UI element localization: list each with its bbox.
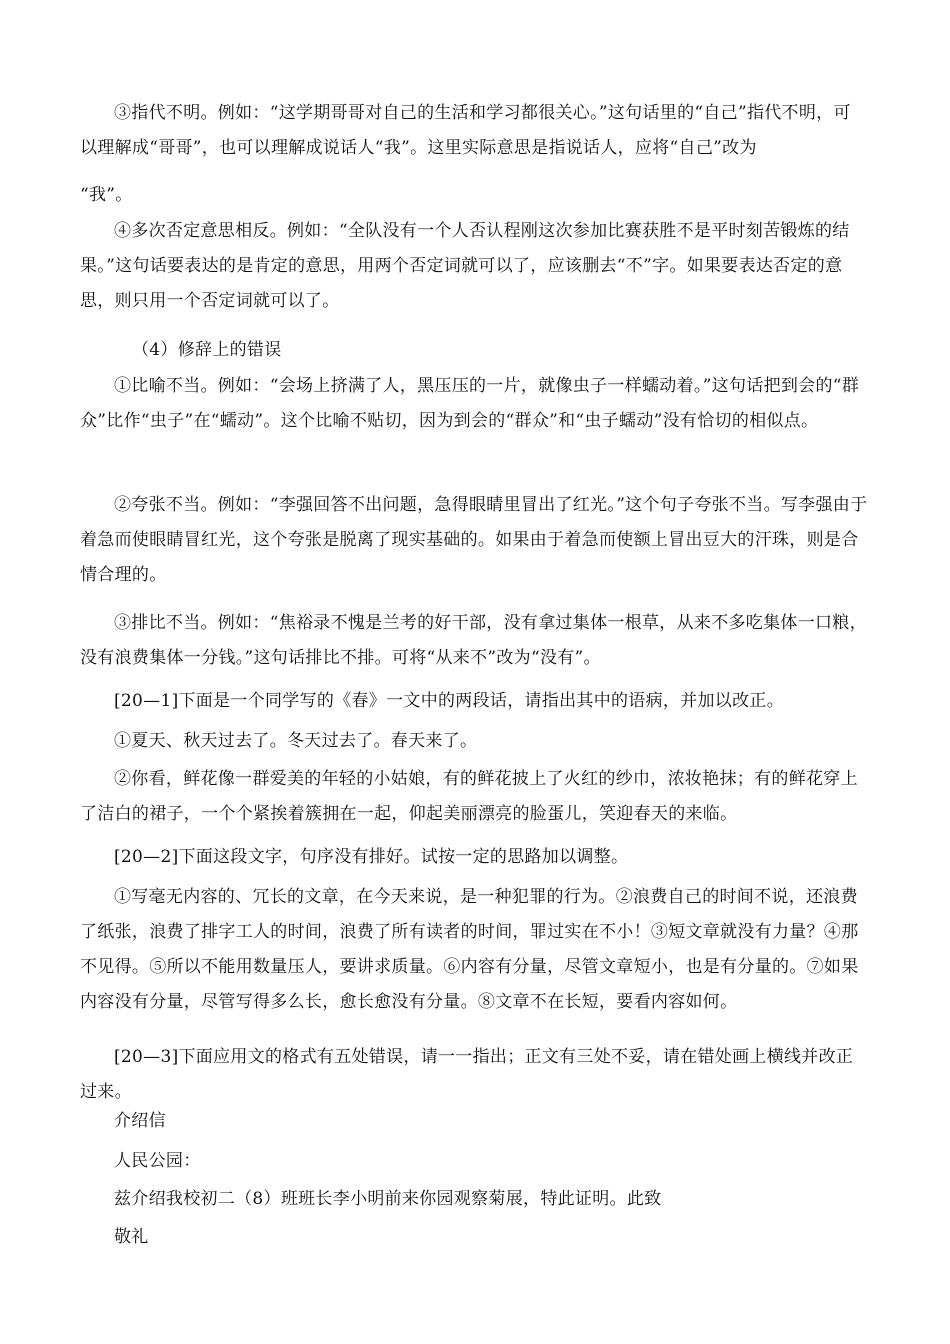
paragraph-parallelism-error: ③排比不当。例如：“焦裕录不愧是兰考的好干部，没有拿过集体一根草，从来不多吃集体一口粮，没有浪费集体一分钱。”这句话排比不排。可将“从来不”改为“没有”。 bbox=[80, 613, 867, 668]
exercise-20-2-passage: ①写毫无内容的、冗长的文章，在今天来说，是一种犯罪的行为。②浪费自己的时间不说，还浪费了纸张，浪费了排字工人的时间，浪费了所有读者的时间，罪过实在不小！③短文章就没有力量？④那不见得。⑤所以不能用数量压人，要讲求质量。⑥内容有分量，尽管文章短小，也是有分量的。⑦如果内容没有分量，尽管写得多么长，愈长愈没有分量。⑧文章不在长短，要看内容如何。 bbox=[80, 887, 859, 1012]
letter-title: 介绍信 bbox=[114, 1111, 166, 1131]
paragraph-metaphor-error: ①比喻不当。例如：“会场上挤满了人，黑压压的一片，就像虫子一样蠕动着。”这句话把到会的“群众”比作“虫子”在“蠕动”。这个比喻不贴切，因为到会的“群众”和“虫子蠕动”没有恰切的相似点。 bbox=[80, 376, 860, 431]
paragraph-pronoun-error-tail: “我”。 bbox=[80, 185, 133, 205]
exercise-20-1: [20—1]下面是一个同学写的《春》一文中的两段话，请指出其中的语病，并加以改正。 bbox=[114, 691, 785, 711]
exercise-20-1-sentence-2: ②你看，鲜花像一群爱美的年轻的小姑娘，有的鲜花披上了火红的纱巾，浓妆艳抹；有的鲜花穿上了洁白的裙子，一个个紧挨着簇拥在一起，仰起美丽漂亮的脸蛋儿，笑迎春天的来临。 bbox=[80, 769, 858, 824]
paragraph-pronoun-error: ③指代不明。例如：“这学期哥哥对自己的生活和学习都很关心。”这句话里的“自己”指代不明，可以理解成“哥哥”，也可以理解成说话人“我”。这里实际意思是指说话人，应将“自己”改为 bbox=[80, 103, 851, 158]
exercise-20-1-sentence-1: ①夏天、秋天过去了。冬天过去了。春天来了。 bbox=[114, 731, 478, 751]
letter-body: 兹介绍我校初二（8）班班长李小明前来你园观察菊展，特此证明。此致 bbox=[114, 1189, 662, 1209]
paragraph-exaggeration-error: ②夸张不当。例如：“李强回答不出问题，急得眼睛里冒出了红光。”这个句子夸张不当。写李强由于着急而使眼睛冒红光，这个夸张是脱离了现实基础的。如果由于着急而使额上冒出豆大的汗珠，则是合情合理的。 bbox=[80, 495, 868, 585]
section-heading-rhetoric: （4）修辞上的错误 bbox=[132, 340, 282, 360]
exercise-20-3: [20—3]下面应用文的格式有五处错误，请一一指出；正文有三处不妥，请在错处画上横线并改正过来。 bbox=[80, 1047, 854, 1102]
letter-recipient: 人民公园： bbox=[114, 1151, 201, 1171]
paragraph-double-negation: ④多次否定意思相反。例如：“全队没有一个人否认程刚这次参加比赛获胜不是平时刻苦锻炼的结果。”这句话要表达的是肯定的意思，用两个否定词就可以了，应该删去“不”字。如果要表达否定的意思，则只用一个否定词就可以了。 bbox=[80, 221, 850, 311]
letter-closing: 敬礼 bbox=[114, 1227, 149, 1247]
exercise-20-2: [20—2]下面这段文字，句序没有排好。试按一定的思路加以调整。 bbox=[114, 847, 629, 867]
